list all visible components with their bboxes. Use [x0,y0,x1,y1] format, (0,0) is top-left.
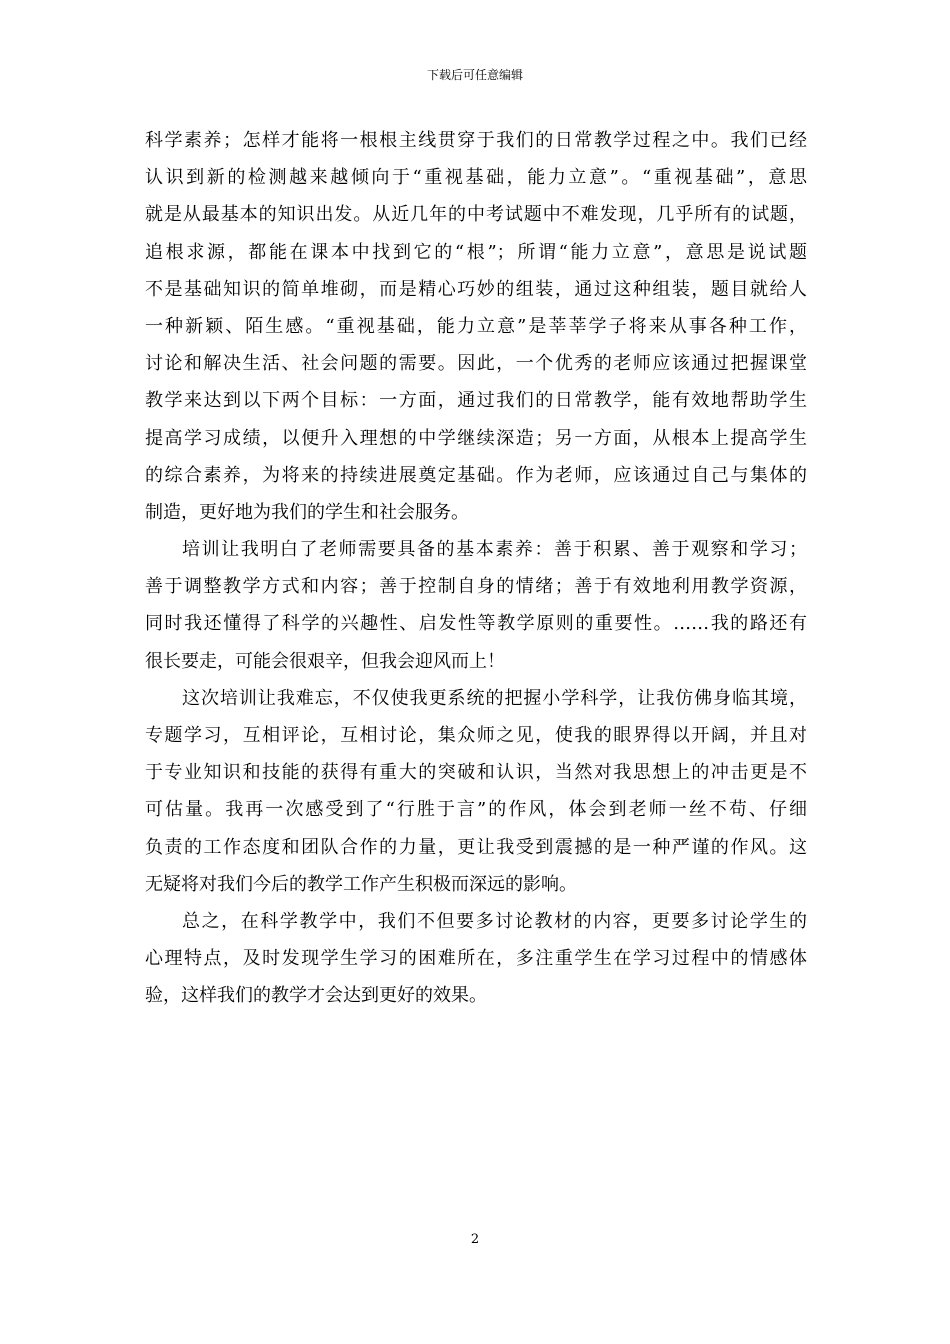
text-line: 提高学习成绩，以便升入理想的中学继续深造；另一方面，从根本上提高学生 [145,427,807,449]
text-line: 制造，更好地为我们的学生和社会服务。 [145,501,469,523]
paragraph [145,531,807,680]
text-line: 负责的工作态度和团队合作的力量，更让我受到震撼的是一种严谨的作风。这 [145,836,807,858]
paragraph [145,680,807,903]
text-line: 于专业知识和技能的获得有重大的突破和认识，当然对我思想上的冲击更是不 [145,762,807,784]
text-line: 这次培训让我难忘，不仅使我更系统的把握小学科学，让我仿佛身临其境， [182,687,807,709]
text-line: 不是基础知识的简单堆砌，而是精心巧妙的组装，通过这种组装，题目就给人 [145,278,807,300]
document-body [145,122,807,1015]
paragraph [145,122,807,531]
text-line: 专题学习，互相评论，互相讨论，集众师之见，使我的眼界得以开阔，并且对 [145,725,807,746]
text-line: 可估量。我再一次感受到了“行胜于言”的作风，体会到老师一丝不苟、仔细 [145,799,807,821]
text-line: 就是从最基本的知识出发。从近几年的中考试题中不难发现，几乎所有的试题， [145,204,807,226]
text-line: 总之，在科学教学中，我们不但要多讨论教材的内容，更要多讨论学生的 [182,910,807,932]
page-number: 2 [470,1232,480,1247]
text-line: 心理特点，及时发现学生学习的困难所在，多注重学生在学习过程中的情感体 [145,948,807,970]
text-line: 追根求源，都能在课本中找到它的“根”；所谓“能力立意”，意思是说试题 [145,241,807,263]
text-line: 善于调整教学方式和内容；善于控制自身的情绪；善于有效地利用教学资源， [145,576,807,598]
text-line: 很长要走，可能会很艰辛，但我会迎风而上！ [145,650,505,672]
paragraph [145,903,807,1015]
text-line: 无疑将对我们今后的教学工作产生积极而深远的影响。 [145,873,577,895]
text-line: 一种新颖、陌生感。“重视基础，能力立意”是莘莘学子将来从事各种工作， [145,315,807,337]
text-line: 培训让我明白了老师需要具备的基本素养：善于积累、善于观察和学习； [182,539,807,561]
text-line: 教学来达到以下两个目标：一方面，通过我们的日常教学，能有效地帮助学生 [145,390,807,412]
text-line: 科学素养；怎样才能将一根根主线贯穿于我们的日常教学过程之中。我们已经 [145,130,807,151]
text-line: 讨论和解决生活、社会问题的需要。因此，一个优秀的老师应该通过把握课堂 [145,353,807,375]
text-line: 认识到新的检测越来越倾向于“重视基础，能力立意”。“重视基础”，意思 [145,167,807,189]
text-line: 验，这样我们的教学才会达到更好的效果。 [145,985,487,1007]
text-line: 的综合素养，为将来的持续进展奠定基础。作为老师，应该通过自己与集体的 [145,464,807,486]
text-line: 同时我还懂得了科学的兴趣性、启发性等教学原则的重要性。……我的路还有 [145,613,807,635]
page-header: 下载后可任意编辑 [426,68,523,82]
